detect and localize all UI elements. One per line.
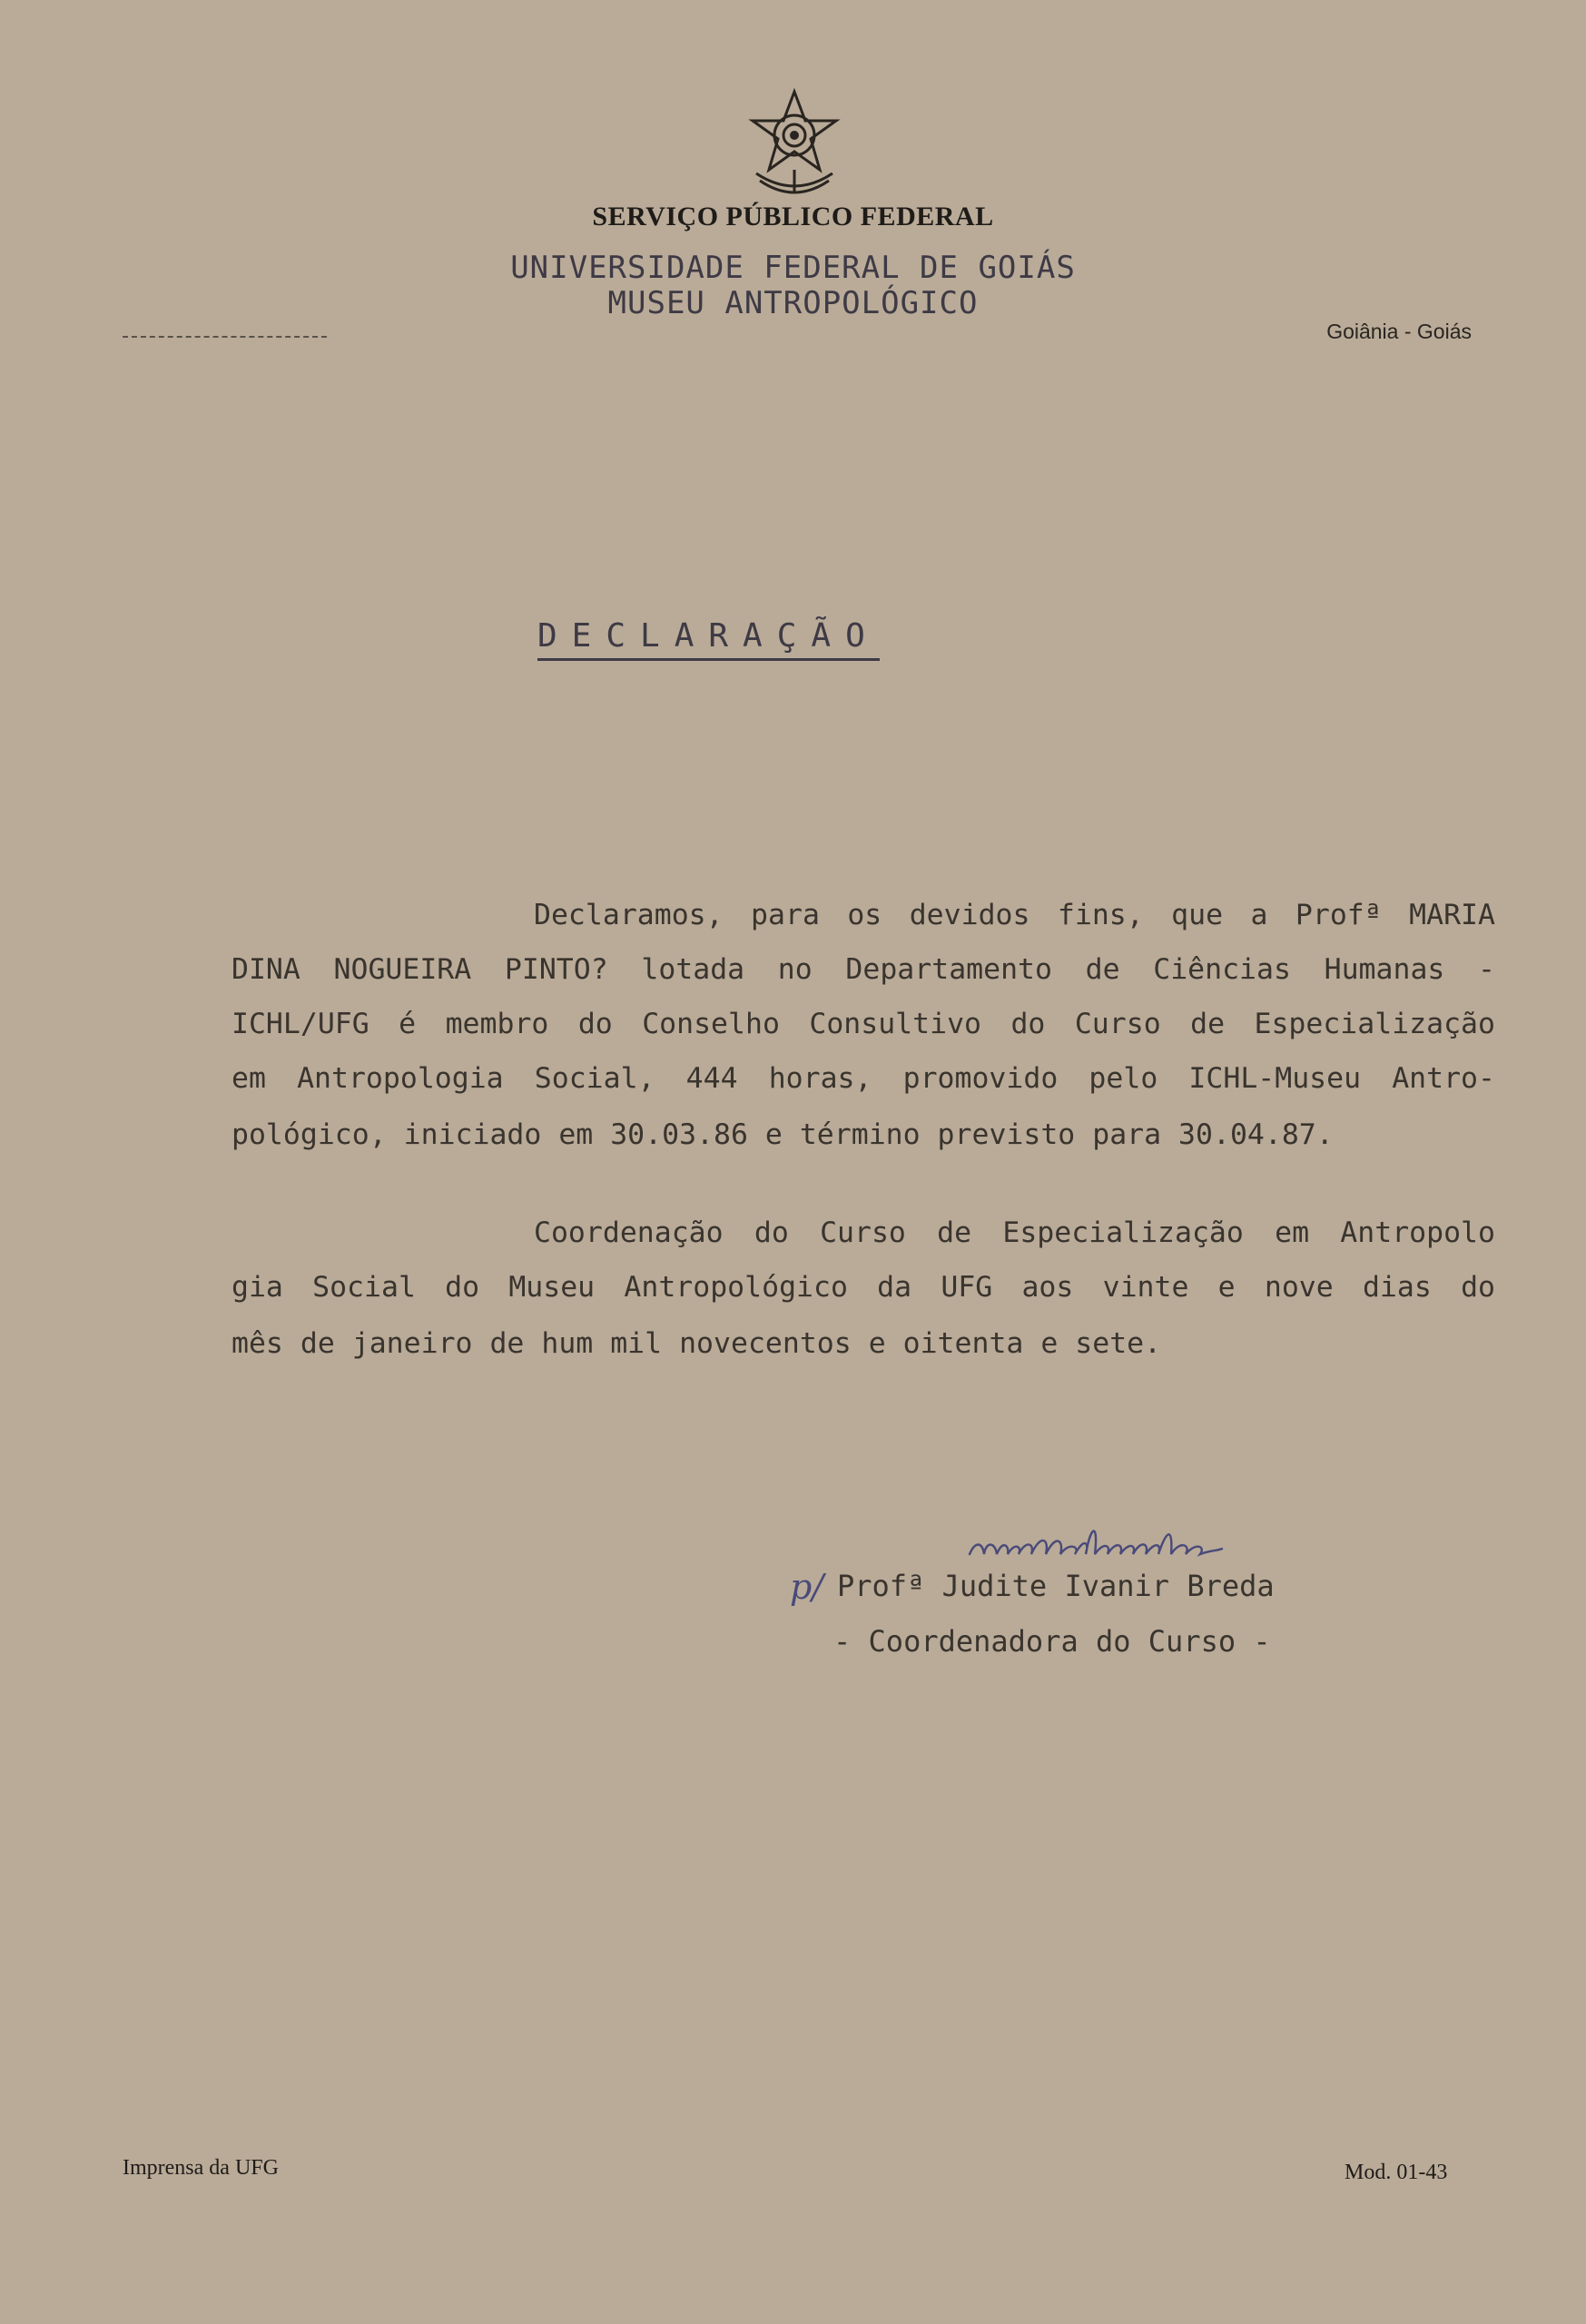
body-line: Declaramos, para os devidos fins, que a Profª MARIA [534, 899, 1495, 931]
signatory-role: - Coordenadora do Curso - [833, 1624, 1271, 1659]
header-museum: MUSEU ANTROPOLÓGICO [607, 285, 979, 321]
body-line: Coordenação do Curso de Especialização em Antropolo [534, 1216, 1495, 1249]
body-line: em Antropologia Social, 444 horas, promovido pelo ICHL-Museu Antro- [231, 1062, 1495, 1095]
body-line: ICHL/UFG é membro do Conselho Consultivo do Curso de Especialização [231, 1008, 1495, 1040]
footer-form-code: Mod. 01-43 [1345, 2161, 1448, 2184]
header-divider [123, 336, 327, 338]
body-line: gia Social do Museu Antropológico da UFG aos vinte e nove dias do [231, 1271, 1495, 1304]
body-line: DINA NOGUEIRA PINTO? lotada no Departamento de Ciências Humanas - [231, 953, 1495, 986]
document-title: DECLARAÇÃO [537, 617, 880, 661]
signatory-name: Profª Judite Ivanir Breda [837, 1569, 1275, 1603]
signature-prefix: p/ [790, 1567, 824, 1607]
footer-printer: Imprensa da UFG [123, 2156, 279, 2180]
coat-of-arms-icon [740, 86, 849, 204]
header-city: Goiânia - Goiás [1326, 320, 1472, 343]
body-line: mês de janeiro de hum mil novecentos e oitenta e sete. [231, 1327, 1162, 1360]
header-service: SERVIÇO PÚBLICO FEDERAL [592, 202, 994, 231]
header-university: UNIVERSIDADE FEDERAL DE GOIÁS [510, 250, 1076, 286]
body-line: pológico, iniciado em 30.03.86 e término previsto para 30.04.87. [231, 1118, 1334, 1151]
handwritten-signature [962, 1514, 1226, 1569]
